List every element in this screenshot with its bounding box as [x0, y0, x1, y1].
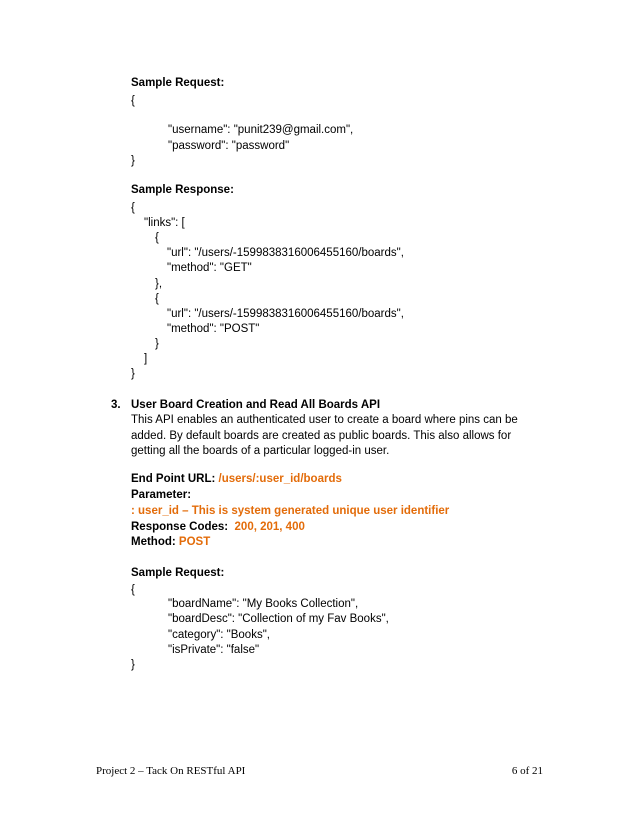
json-line-isprivate: "isPrivate": "false" [168, 644, 260, 656]
json-open-brace: { [131, 95, 135, 107]
sample-request-heading: Sample Request: [131, 77, 225, 89]
list-number: 3. [111, 399, 121, 411]
method-value: POST [178, 536, 211, 548]
parameter-label: Parameter: [131, 489, 192, 501]
page-number: 6 of 21 [511, 765, 543, 777]
method-line [131, 535, 210, 549]
json-open-brace: { [131, 202, 135, 214]
description-line: This API enables an authenticated user to create a board where pins can be [131, 414, 518, 426]
section-title: User Board Creation and Read All Boards API [131, 399, 381, 411]
parameter-value: : user_id – This is system generated unique user identifier [131, 505, 450, 517]
json-line-username: "username": "punit239@gmail.com", [168, 124, 354, 136]
json-line-method: "method": "POST" [167, 323, 260, 335]
json-links-open: "links": [ [144, 217, 185, 229]
json-object-open: { [155, 293, 159, 305]
json-object-open: { [155, 232, 159, 244]
json-object-close: }, [155, 278, 163, 290]
endpoint-url: /users/:user_id/boards [218, 473, 342, 485]
json-line-password: "password": "password" [168, 140, 290, 152]
description-line: added. By default boards are created as public boards. This also allows for [131, 430, 512, 442]
footer-title: Project 2 – Tack On RESTful API [96, 765, 246, 777]
sample-request-heading: Sample Request: [131, 567, 225, 579]
description-line: getting all the boards of a particular logged-in user. [131, 445, 390, 457]
json-line-method: "method": "GET" [167, 262, 252, 274]
response-codes-value: 200, 201, 400 [234, 521, 305, 533]
json-line-boarddesc: "boardDesc": "Collection of my Fav Books", [168, 613, 389, 625]
method-label: Method: [131, 536, 179, 548]
json-close-brace: } [131, 659, 135, 671]
sample-response-heading: Sample Response: [131, 184, 234, 196]
json-line-boardname: "boardName": "My Books Collection", [168, 598, 359, 610]
json-line-url: "url": "/users/-1599838316006455160/boards", [167, 247, 404, 259]
json-close-brace: } [131, 155, 135, 167]
json-open-brace: { [131, 584, 135, 596]
json-line-category: "category": "Books", [168, 629, 270, 641]
endpoint-label: End Point URL: [131, 473, 219, 485]
json-close-brace: } [131, 368, 135, 380]
response-codes-label: Response Codes: [131, 521, 235, 533]
response-codes-line [131, 520, 305, 534]
json-line-url: "url": "/users/-1599838316006455160/boards", [167, 308, 404, 320]
json-object-close: } [155, 338, 159, 350]
endpoint-line [131, 472, 342, 486]
json-links-close: ] [144, 353, 148, 365]
